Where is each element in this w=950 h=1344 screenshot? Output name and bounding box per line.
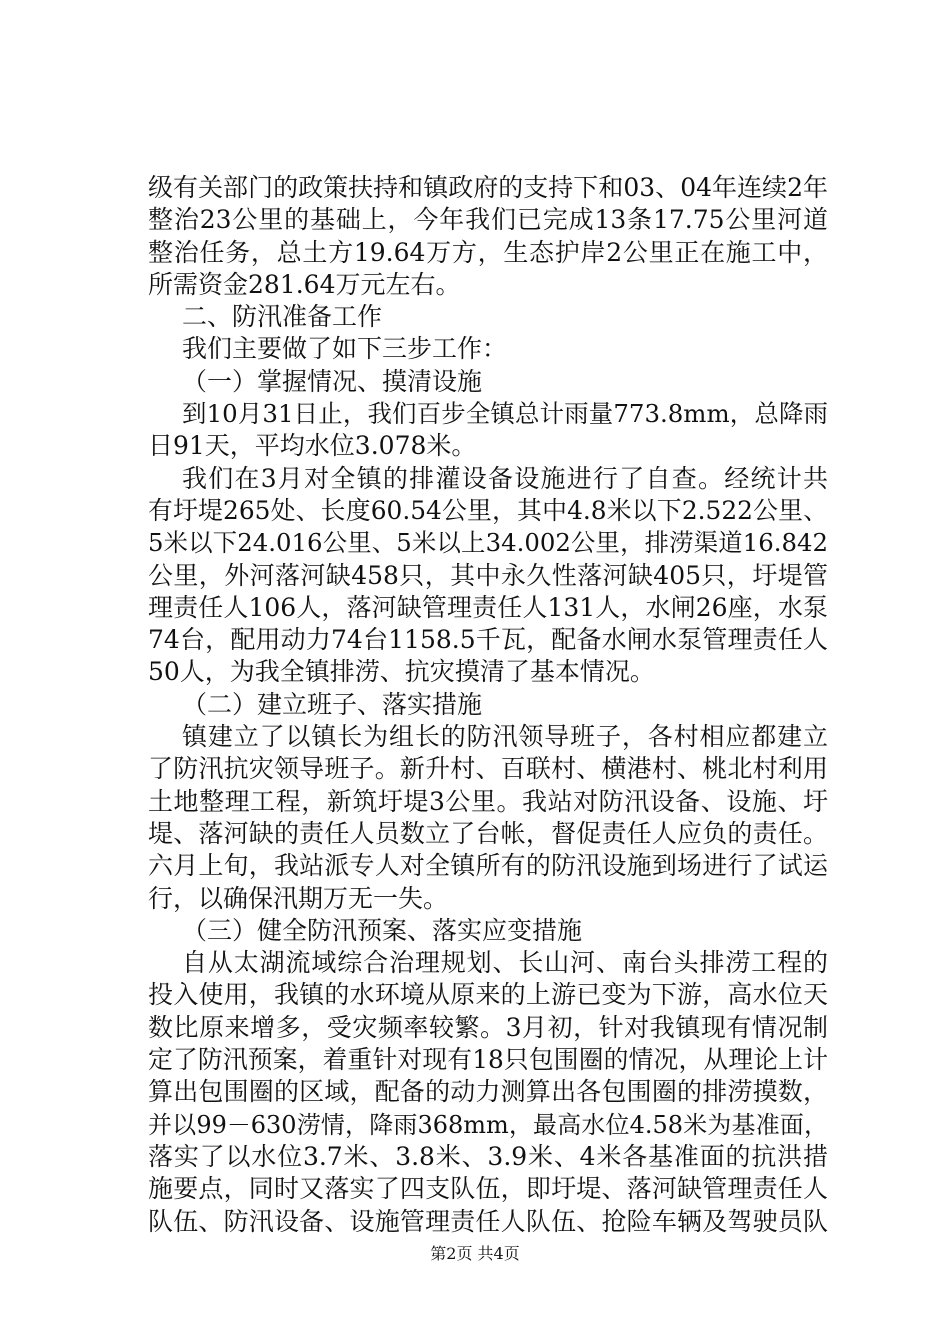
text-line-3: 整治任务，总土方19.64万方，生态护岸2公里正在施工中，: [148, 237, 828, 267]
text-line-22: 六月上旬，我站派专人对全镇所有的防汛设施到场进行了试运: [148, 851, 828, 881]
text-line-13: 公里，外河落河缺458只，其中永久性落河缺405只，圩堤管: [148, 560, 828, 590]
text-line-27: 数比原来增多，受灾频率较繁。3月初，针对我镇现有情况制: [148, 1012, 828, 1042]
text-line-19: 了防汛抗灾领导班子。新升村、百联村、横港村、桃北村利用: [148, 754, 828, 784]
text-line-29: 算出包围圈的区域，配备的动力测算出各包围圈的排涝摸数，: [148, 1077, 828, 1107]
text-line-15: 74台，配用动力74台1158.5千瓦，配备水闸水泵管理责任人: [148, 625, 828, 655]
text-line-9: 日91天，平均水位3.078米。: [148, 431, 477, 461]
page-footer: 第2页 共4页: [430, 1244, 520, 1263]
section-heading-2: 二、防汛准备工作: [182, 302, 383, 332]
text-line-10: 我们在3月对全镇的排灌设备设施进行了自查。经统计共: [182, 463, 828, 493]
text-line-21: 堤、落河缺的责任人员数立了台帐，督促责任人应负的责任。: [148, 818, 828, 848]
text-line-23: 行，以确保汛期万无一失。: [148, 883, 449, 913]
text-line-25: 自从太湖流域综合治理规划、长山河、南台头排涝工程的: [182, 948, 828, 978]
subsection-heading-2: （二）建立班子、落实措施: [182, 689, 483, 719]
text-line-14: 理责任人106人，落河缺管理责任人131人，水闸26座，水泵: [148, 592, 828, 622]
text-line-28: 定了防汛预案，着重针对现有18只包围圈的情况，从理论上计: [148, 1045, 828, 1075]
text-line-18: 镇建立了以镇长为组长的防汛领导班子，各村相应都建立: [182, 722, 828, 752]
text-line-32: 施要点，同时又落实了四支队伍，即圩堤、落河缺管理责任人: [148, 1174, 828, 1204]
text-line-12: 5米以下24.016公里、5米以上34.002公里，排涝渠道16.842: [148, 528, 828, 558]
text-line-31: 落实了以水位3.7米、3.8米、3.9米、4米各基准面的抗洪措: [148, 1141, 828, 1171]
text-line-33: 队伍、防汛设备、设施管理责任人队伍、抢险车辆及驾驶员队: [148, 1206, 828, 1236]
text-line-6: 我们主要做了如下三步工作：: [182, 334, 508, 364]
text-line-11: 有圩堤265处、长度60.54公里，其中4.8米以下2.522公里、: [148, 495, 828, 525]
subsection-heading-3: （三）健全防汛预案、落实应变措施: [182, 915, 583, 945]
text-line-2: 整治23公里的基础上，今年我们已完成13条17.75公里河道: [148, 205, 828, 235]
text-line-20: 土地整理工程，新筑圩堤3公里。我站对防汛设备、设施、圩: [148, 786, 828, 816]
subsection-heading-1: （一）掌握情况、摸清设施: [182, 366, 483, 396]
text-line-4: 所需资金281.64万元左右。: [148, 269, 461, 299]
text-line-16: 50人，为我全镇排涝、抗灾摸清了基本情况。: [148, 657, 655, 687]
text-line-1: 级有关部门的政策扶持和镇政府的支持下和03、04年连续2年: [148, 173, 828, 202]
text-line-26: 投入使用，我镇的水环境从原来的上游已变为下游，高水位天: [148, 980, 828, 1010]
text-line-30: 并以99－630涝情，降雨368mm，最高水位4.58米为基准面，: [148, 1110, 828, 1139]
body-text: [148, 172, 828, 1238]
text-line-8: 到10月31日止，我们百步全镇总计雨量773.8mm，总降雨: [182, 399, 828, 429]
